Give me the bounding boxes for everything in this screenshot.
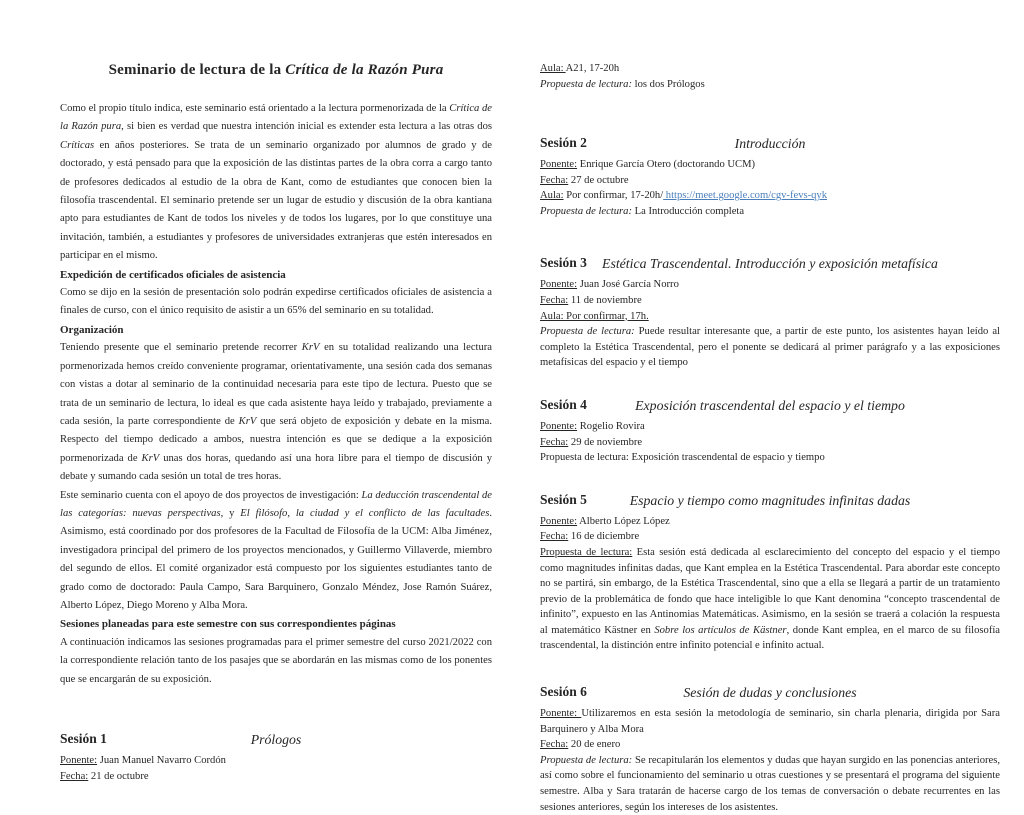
text-run: Enrique García Otero (doctorando UCM) xyxy=(577,159,756,170)
session-details xyxy=(540,157,1000,219)
text-run: 16 de diciembre xyxy=(568,531,640,543)
text-run: 11 de noviembre xyxy=(568,294,642,306)
text-run: Ponente: xyxy=(540,420,578,432)
text-run: La deducción trascendental de las categorías: nuevas perspectivas xyxy=(60,489,492,519)
text-run: 29 de noviembre xyxy=(568,436,643,448)
intro-paragraph xyxy=(60,100,492,266)
session-head xyxy=(540,397,1000,415)
session-1-head xyxy=(60,731,492,749)
heading-sesiones-planeadas: Sesiones planeadas para este semestre con sus correspondientes páginas xyxy=(60,618,396,631)
text-run: Fecha: xyxy=(540,174,569,186)
text-run: los dos Prólogos xyxy=(632,79,705,90)
session-block-2 xyxy=(540,135,1000,219)
text-run: Ponente: xyxy=(540,515,578,527)
session-details xyxy=(540,277,1000,371)
session-detail-line xyxy=(540,173,1000,189)
google-meet-link[interactable]: https://meet.google.com/cgv-fevs-qyk xyxy=(663,190,828,202)
session-1-block xyxy=(60,731,492,784)
text-run: Propuesta de lectura: xyxy=(540,205,632,217)
session-detail-line xyxy=(540,737,1000,753)
text-run: Aula: xyxy=(540,63,566,74)
session-detail-line xyxy=(540,706,1000,737)
proyectos-paragraph xyxy=(60,487,492,616)
session-block-6 xyxy=(540,684,1000,815)
session-1-name: Sesión 1 xyxy=(60,731,107,746)
session-head xyxy=(540,684,1000,702)
session-detail-line xyxy=(60,769,492,785)
session-detail-line xyxy=(540,293,1000,309)
session-detail-line xyxy=(540,753,1000,815)
session-name: Sesión 5 xyxy=(540,491,587,507)
text-run: Fecha: xyxy=(60,770,89,782)
session-details xyxy=(540,514,1000,654)
session-detail-line xyxy=(540,419,1000,435)
session-detail-line xyxy=(540,77,1000,93)
text-run: Esta sesión está dedicada al esclarecimiento del concepto del espacio y el tiempo como magnitudes infinitas dadas, que Kant emplea en la Estética Trascendental. Para abordar este concepto no se partirá, sin embargo, de la Estética Trascendental, sino que a ella se llegará a partir de un tratamiento previo de la problemática de fondo que hace inteligible lo que Kant denomina “concepto trascendental de infinito”, expuesto en las Antinomias Matemáticas. Asimismo, en la sesión se traerá a colación la respuesta al matemático Kästner en xyxy=(540,546,1000,636)
session-detail-line xyxy=(540,309,1000,325)
session-head xyxy=(540,135,1000,153)
text-run: El filósofo, la ciudad y el conflicto de las facultades xyxy=(240,507,490,519)
right-column xyxy=(540,60,1000,815)
text-run: unas dos horas, quedando así una hora libre para el tiempo de discusión y debate y sumando cada sesión un total de tres horas. xyxy=(60,452,492,483)
session-detail-line xyxy=(540,529,1000,545)
sessions-list xyxy=(540,135,1000,815)
session-1-title: Prólogos xyxy=(250,732,302,747)
text-run: Juan Manuel Navarro Cordón xyxy=(97,755,226,766)
text-run: Como el propio título indica, este seminario está orientado a la lectura pormenorizada de la xyxy=(60,103,450,114)
heading-certificados: Expedición de certificados oficiales de asistencia xyxy=(60,268,286,281)
session-name: Sesión 6 xyxy=(540,684,587,700)
session-name: Sesión 2 xyxy=(540,135,587,150)
session-detail-line xyxy=(540,435,1000,451)
text-run: Ponente: xyxy=(540,708,582,720)
sesiones-intro-paragraph xyxy=(60,634,492,689)
text-run: KrV xyxy=(141,452,160,464)
text-run: Alberto López López xyxy=(577,515,670,527)
session-name: Sesión 4 xyxy=(540,396,587,412)
text-run: , donde Kant emplea, en el marco de su filosofía trascendental, la distinción entre infinito potencial e infinito actual. xyxy=(540,624,1000,652)
text-run: , si bien es verdad que nuestra intención inicial es extender esta lectura a las otras dos xyxy=(121,121,492,133)
text-run: Propuesta de lectura: xyxy=(540,79,632,90)
session-head xyxy=(540,492,1000,510)
text-run: Como se dijo en la sesión de presentación solo podrán expedirse certificados oficiales de asistencia a finales de curso, con el único requisito de asistir a un 65% del seminario en su totalidad. xyxy=(60,287,492,317)
session-head xyxy=(540,255,1000,273)
text-run: 20 de enero xyxy=(568,739,621,751)
session-title: Espacio y tiempo como magnitudes infinitas dadas xyxy=(629,492,911,508)
left-column xyxy=(60,60,492,784)
text-run: Ponente: xyxy=(540,279,578,291)
text-run: A21, 17-20h xyxy=(565,63,620,74)
text-run: Fecha: xyxy=(540,739,569,751)
organizacion-paragraph xyxy=(60,339,492,486)
text-run: Juan José García Norro xyxy=(577,279,679,291)
session-details xyxy=(540,419,1000,466)
session-title: Sesión de dudas y conclusiones xyxy=(683,685,857,701)
text-run: Aula: xyxy=(540,190,564,202)
text-run: 27 de octubre xyxy=(568,174,629,186)
session-1-details xyxy=(60,753,492,784)
session-detail-line xyxy=(540,157,1000,173)
text-run: . Asimismo, está coordinado por dos profesores de la Facultad de Filosofía de la UCM: Alba Jiménez, investigadora principal del primero de los proyectos mencionados, y Guillermo Villaverde, miembro del segundo de ellos. El comité organizador está compuesto por los siguientes estudiantes tanto de grado como de doctorado: Paula Campo, Sara Barquinero, Gonzalo Méndez, Jose Ramón Suárez, Alberto López, Diego Moreno y Alba Mora. xyxy=(60,507,492,611)
session-name: Sesión 3 xyxy=(540,255,587,271)
text-run: Crítica de la Razón Pura xyxy=(285,62,444,78)
session-detail-line xyxy=(540,188,1000,204)
text-run: Sobre los artículos de Kästner xyxy=(654,624,787,636)
text-run: Se recapitularán los elementos y dudas que hayan surgido en las ponencias anteriores, así como sobre el funcionamiento del seminario u otras cuestiones y se presentará el programa del siguiente semestre. Alba y Sara tratarán de hacerse cargo de los temas de conversación o debate recurrentes en las sesiones anteriores, según los intereses de los asistentes. xyxy=(540,754,1000,813)
text-run: KrV xyxy=(301,342,320,354)
session-detail-line xyxy=(540,204,1000,220)
text-run: en su totalidad realizando una lectura pormenorizada hemos creído conveniente programar, orientativamente, una sesión cada dos semanas con vistas a dotar al seminario de la continuidad necesaria para este tipo de lectura. Puesto que se trata de un seminario de lectura, lo ideal es que cada asistente haya leído y trabajado, previamente a cada sesión, la parte correspondiente de xyxy=(60,342,493,427)
session-1-continuation xyxy=(540,61,1000,93)
text-run: Seminario de lectura de la xyxy=(108,62,286,78)
session-title: Estética Trascendental. Introducción y exposición metafísica xyxy=(602,256,938,272)
session-detail-line xyxy=(540,61,1000,77)
text-run: La Introducción completa xyxy=(632,205,745,217)
session-block-3 xyxy=(540,255,1000,371)
document-title xyxy=(60,60,492,80)
text-run: , y xyxy=(220,507,241,519)
text-run: que será objeto de exposición y debate en la misma. Respecto del tiempo dedicado a ambos, nuestra intención es que se dedique a la exposición pormenorizada de xyxy=(60,415,492,464)
text-run: Propuesta de lectura: xyxy=(540,546,633,558)
session-title: Exposición trascendental del espacio y el tiempo xyxy=(635,397,905,413)
text-run: Fecha: xyxy=(540,294,569,306)
text-run: Rogelio Rovira xyxy=(577,420,645,432)
session-detail-line xyxy=(540,514,1000,530)
text-run: Teniendo presente que el seminario pretende recorrer xyxy=(60,342,302,354)
session-detail-line xyxy=(540,450,1000,466)
text-run: Propuesta de lectura: xyxy=(540,326,635,338)
text-run: Este seminario cuenta con el apoyo de dos proyectos de investigación: xyxy=(60,489,362,501)
text-run: Propuesta de lectura: Exposición trascendental de espacio y tiempo xyxy=(540,452,825,464)
session-block-5 xyxy=(540,492,1000,654)
session-detail-line xyxy=(540,324,1000,371)
text-run: Utilizaremos en esta sesión la metodología de seminario, sin charla plenaria, dirigida por Sara Barquinero y Alba Mora xyxy=(540,708,1000,735)
text-run: Fecha: xyxy=(540,531,569,543)
text-run: 21 de octubre xyxy=(88,770,149,782)
certificados-paragraph xyxy=(60,284,492,321)
text-run: Por confirmar, 17-20h/ xyxy=(563,190,664,202)
text-run: Críticas xyxy=(60,139,95,151)
text-run: en años posteriores. Se trata de un seminario organizado por alumnos de grado y de doctorado, y está pensado para que la exposición de las distintas partes de la obra corra a cargo tanto de profesores dedicados al estudio de la obra de Kant, como de estudiantes que conocen bien la filosofía trascendental. El seminario pretende ser un lugar de estudio y discusión de la obra kantiana apto para estudiantes de Kant de todos los niveles y de todos los lugares, por lo que constituye una invitación, también, a estudiantes y profesores de universidades extranjeras que estén interesados en participar en el mismo. xyxy=(60,139,492,262)
text-run: Fecha: xyxy=(540,436,569,448)
session-detail-line xyxy=(540,277,1000,293)
text-run: Ponente: xyxy=(60,755,98,766)
text-run: Propuesta de lectura: xyxy=(540,754,633,766)
session-block-4 xyxy=(540,397,1000,466)
session-detail-line xyxy=(540,545,1000,654)
session-title: Introducción xyxy=(734,136,806,151)
text-run: Puede resultar interesante que, a partir de este punto, los asistentes hayan leído al completo la Estética Trascendental, pero el ponente se dedicará al primer parágrafo y a las exposiciones metafísicas del espacio y el tiempo xyxy=(540,326,1000,369)
text-run: Ponente: xyxy=(540,159,578,170)
text-run: KrV xyxy=(238,415,257,427)
text-run: Crítica de la Razón pura xyxy=(60,103,492,133)
heading-organizacion: Organización xyxy=(60,323,124,336)
text-run: Aula: Por confirmar, 17h. xyxy=(540,310,649,322)
text-run: A continuación indicamos las sesiones programadas para el primer semestre del curso 2021/2022 con la correspondiente relación tanto de los pasajes que se abordarán en las mismas como de los ponentes que se encargarán de su exposición. xyxy=(60,636,492,685)
